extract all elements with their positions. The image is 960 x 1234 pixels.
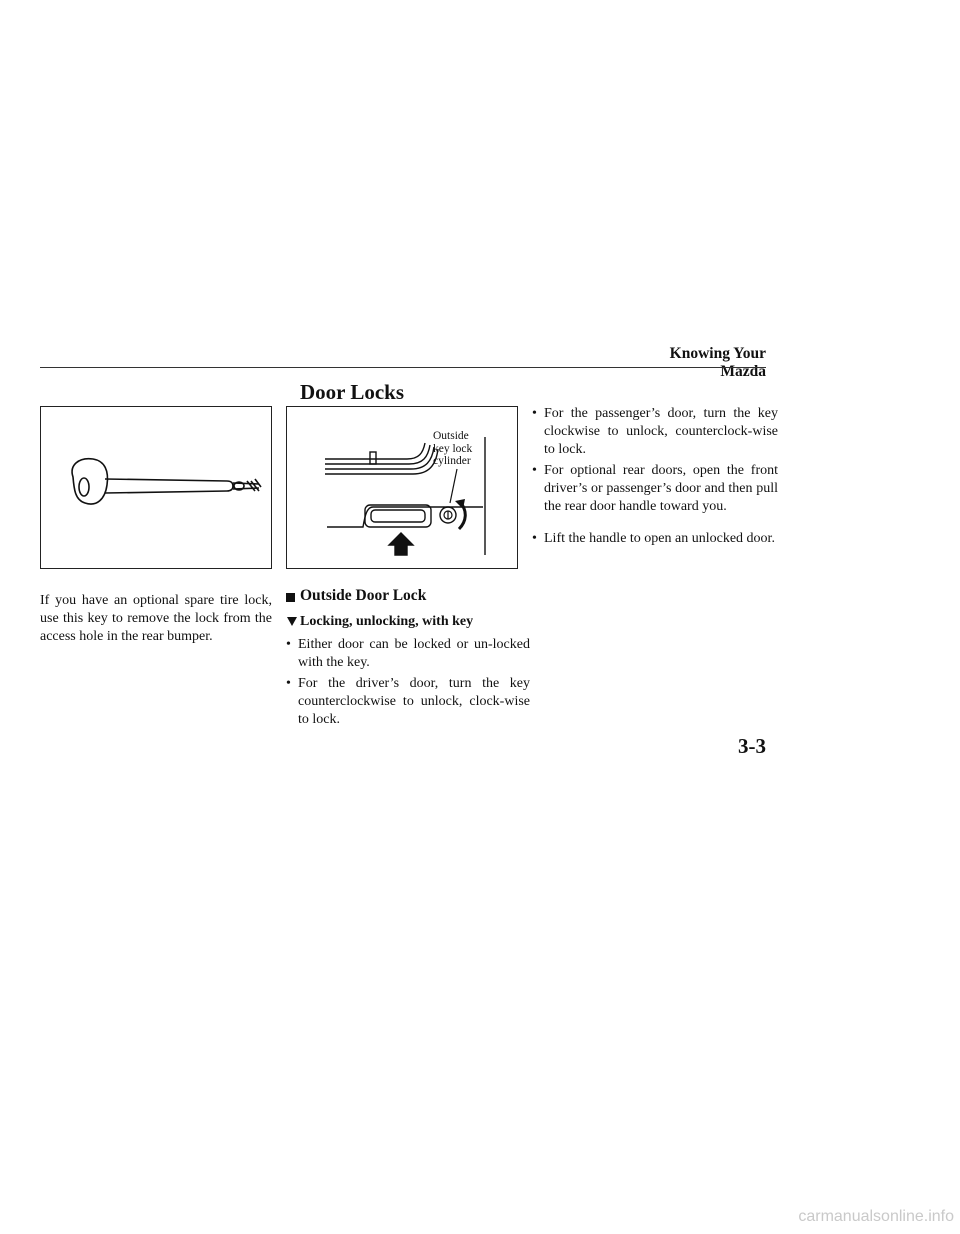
spare-tire-key-illustration [40,406,272,569]
page-number: 3-3 [738,734,766,758]
square-bullet-icon [286,593,295,602]
list-item [532,405,778,459]
outside-door-lock-title: Outside Door Lock [300,587,427,604]
list-item-text: Either door can be locked or un-locked with the key. [298,637,530,670]
section-title: Knowing Your Mazda [669,345,766,380]
list-item [532,530,778,548]
bullet-icon: • [286,637,291,652]
spare-tire-lock-paragraph: If you have an optional spare tire lock, use this key to remove the lock from the access hole in the rear bumper. [40,593,272,644]
watermark: carmanualsonline.info [798,1208,954,1225]
list-item [286,636,530,672]
callout-line: cylinder [433,455,471,467]
header-rule [40,367,766,368]
down-triangle-icon [287,617,297,626]
list-item-text: For the passenger’s door, turn the key clockwise to unlock, counterclock-wise to lock. [544,406,778,457]
key-lock-cylinder-callout [433,430,493,468]
list-item [286,675,530,729]
bullet-icon: • [532,463,537,478]
outside-door-lock-heading [300,587,426,605]
key-icon [41,407,273,570]
locking-with-key-title: Locking, unlocking, with key [300,614,474,629]
callout-line: key lock [433,442,473,455]
key-cylinder-icon [440,469,465,529]
bullet-icon: • [286,676,291,691]
bullet-icon: • [532,406,537,421]
locking-with-key-heading [300,614,473,630]
bullet-icon: • [532,531,537,546]
page-heading: Door Locks [300,380,405,404]
list-item-text: For the driver’s door, turn the key counterclockwise to unlock, clock-wise to lock. [298,676,530,727]
callout-line: Outside [433,430,469,442]
list-item-text: Lift the handle to open an unlocked door. [544,531,775,546]
list-item [532,462,778,516]
list-item-text: For optional rear doors, open the front driver’s or passenger’s door and then pull the rear door handle toward you. [544,463,778,514]
